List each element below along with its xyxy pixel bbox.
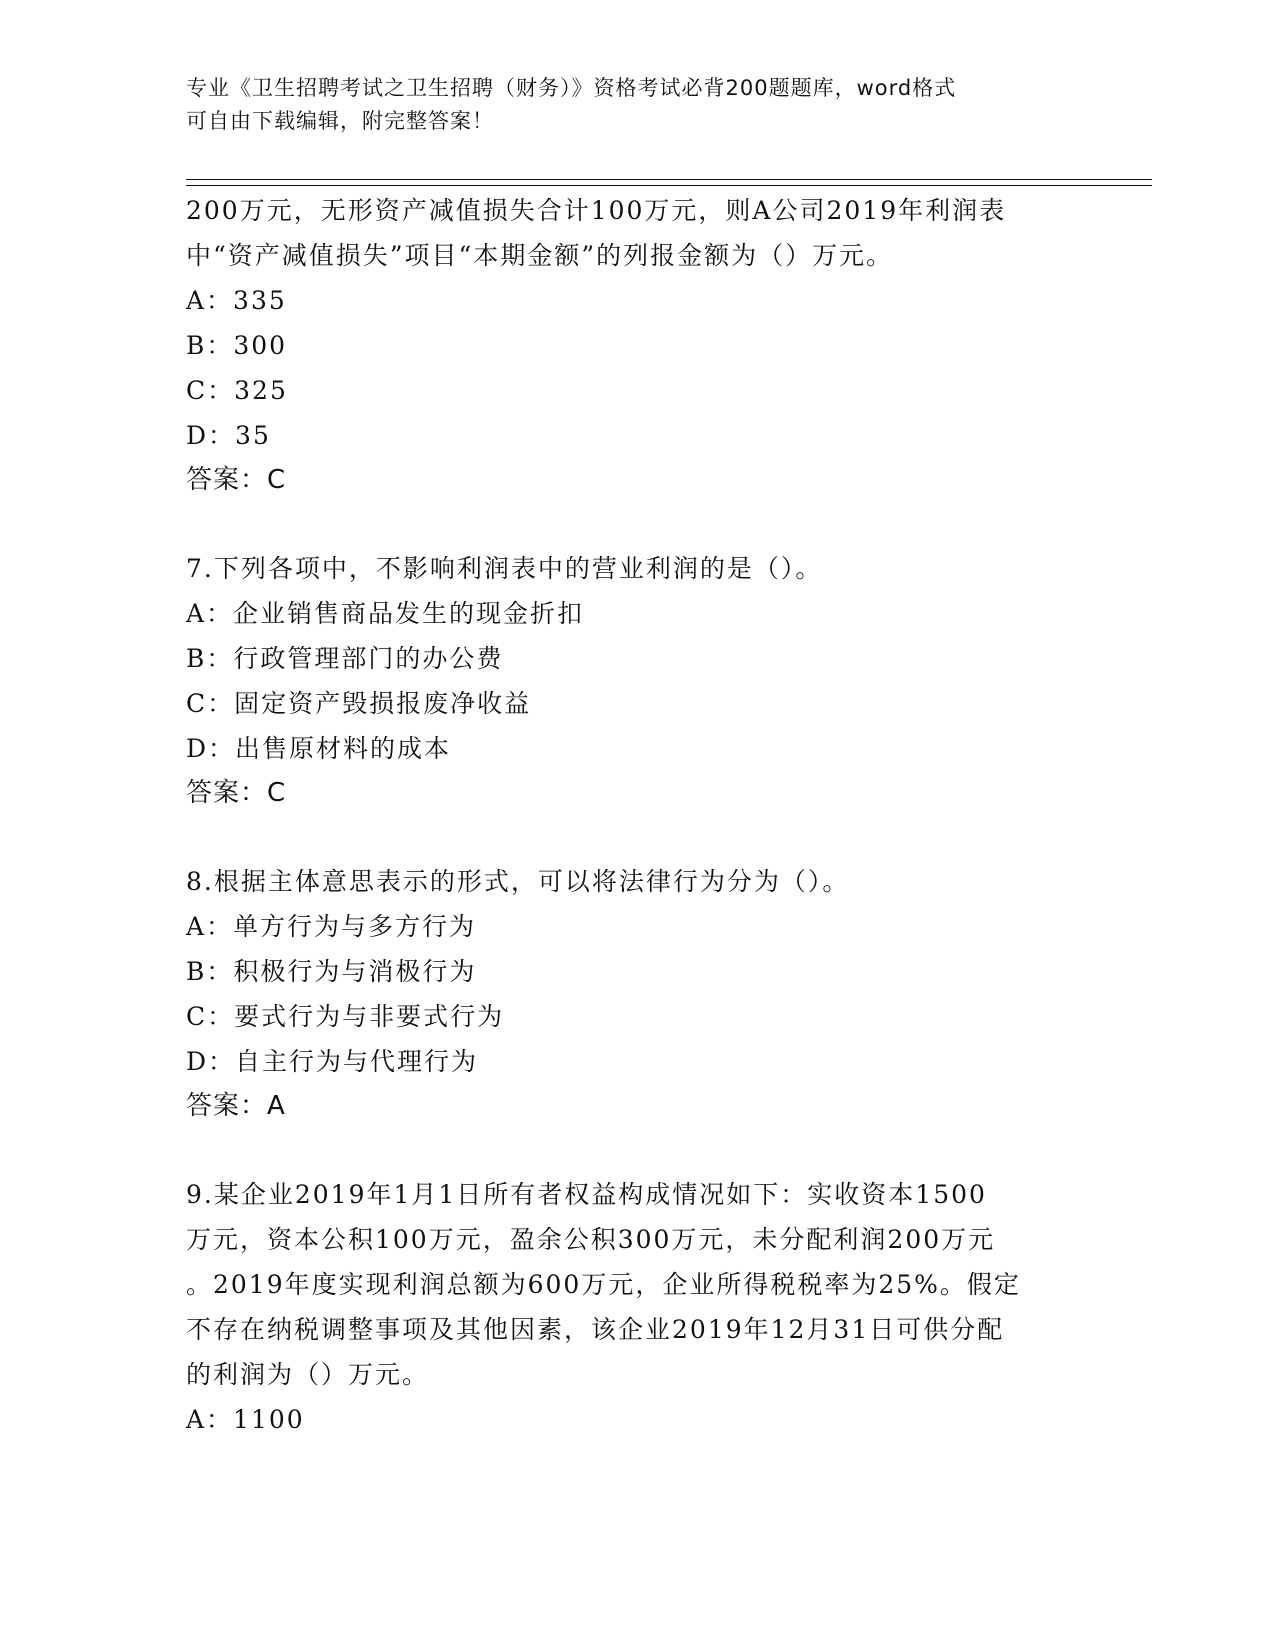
option-a: A：335 <box>186 286 287 315</box>
question-6-continued <box>186 188 1086 503</box>
spacer <box>186 1129 1086 1172</box>
header-line-1: 专业《卫生招聘考试之卫生招聘（财务）》资格考试必背200题题库，word格式 <box>186 76 957 100</box>
question-stem-line: 7.下列各项中，不影响利润表中的营业利润的是（）。 <box>186 554 823 583</box>
question-8 <box>186 859 1086 1129</box>
header-line-2: 可自由下载编辑，附完整答案！ <box>186 109 494 133</box>
document-header <box>186 72 1066 138</box>
header-divider-bottom <box>186 185 1152 186</box>
option-d: D：自主行为与代理行为 <box>186 1047 479 1076</box>
question-stem-line: 中“资产减值损失”项目“本期金额”的列报金额为（）万元。 <box>186 241 894 270</box>
option-c: C：要式行为与非要式行为 <box>186 1002 505 1031</box>
option-b: B：300 <box>186 331 288 360</box>
question-stem-line: 200万元，无形资产减值损失合计100万元，则A公司2019年利润表 <box>186 196 1007 225</box>
spacer <box>186 816 1086 859</box>
question-7 <box>186 546 1086 816</box>
question-content <box>186 188 1086 1442</box>
option-d: D：出售原材料的成本 <box>186 734 452 763</box>
option-a: A：企业销售商品发生的现金折扣 <box>186 599 585 628</box>
question-stem-line: 9.某企业2019年1月1日所有者权益构成情况如下：实收资本1500 <box>186 1180 987 1209</box>
answer-line: 答案：C <box>186 465 287 495</box>
option-d: D：35 <box>186 421 271 450</box>
option-a: A：1100 <box>186 1405 305 1434</box>
option-c: C：固定资产毁损报废净收益 <box>186 689 532 718</box>
question-stem-line: 的利润为（）万元。 <box>186 1360 430 1389</box>
answer-line: 答案：A <box>186 1091 286 1121</box>
header-divider-top <box>186 179 1152 180</box>
option-b: B：积极行为与消极行为 <box>186 957 477 986</box>
option-c: C：325 <box>186 376 288 405</box>
question-stem-line: 万元，资本公积100万元，盈余公积300万元，未分配利润200万元 <box>186 1225 996 1254</box>
question-9 <box>186 1172 1086 1442</box>
option-b: B：行政管理部门的办公费 <box>186 644 504 673</box>
spacer <box>186 503 1086 546</box>
question-stem-line: 8.根据主体意思表示的形式，可以将法律行为分为（）。 <box>186 867 850 896</box>
answer-line: 答案：C <box>186 778 287 808</box>
question-stem-line: 。2019年度实现利润总额为600万元，企业所得税税率为25%。假定 <box>186 1270 1021 1299</box>
option-a: A：单方行为与多方行为 <box>186 912 477 941</box>
question-stem-line: 不存在纳税调整事项及其他因素，该企业2019年12月31日可供分配 <box>186 1315 1005 1344</box>
